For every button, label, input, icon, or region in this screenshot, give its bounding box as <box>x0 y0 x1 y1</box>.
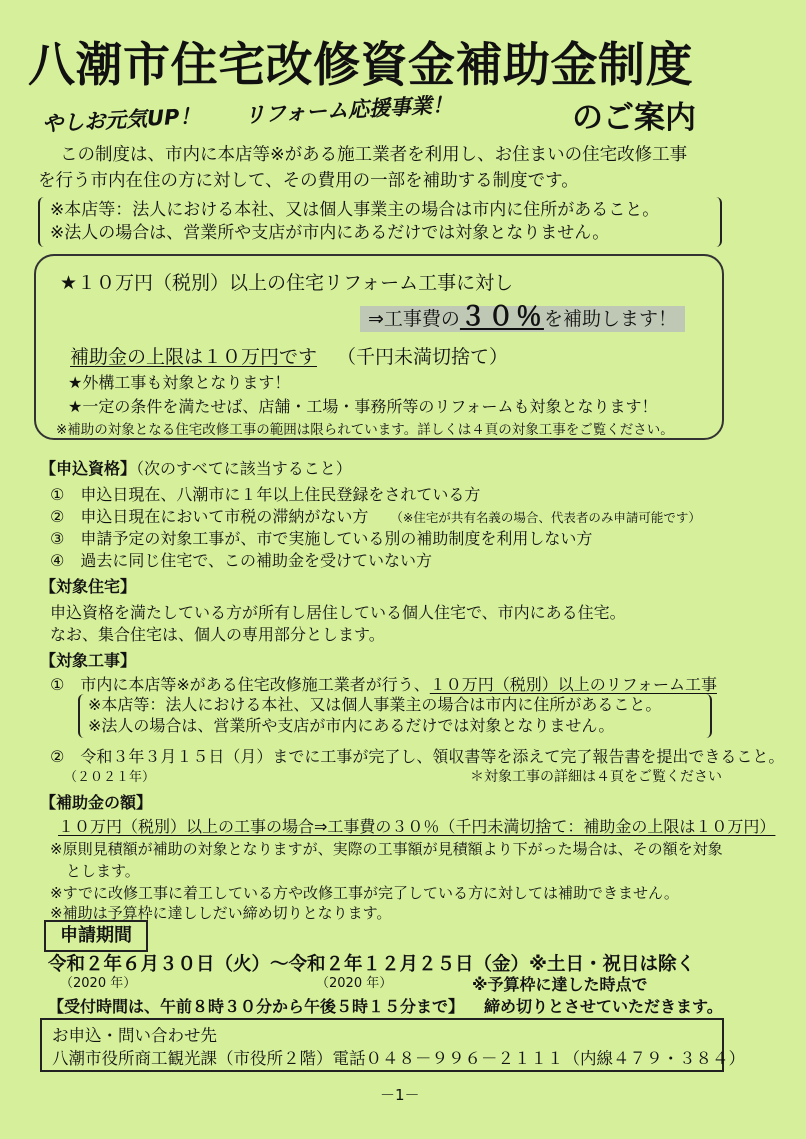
target-work-item-1: ① 市内に本店等※がある住宅改修施工業者が行う、１０万円（税別）以上のリフォーム工事 <box>50 675 717 694</box>
intro-note-box <box>38 197 722 247</box>
application-period-label: 申請期間 <box>44 920 148 952</box>
page-number: －1－ <box>380 1086 420 1104</box>
target-work-note-1: ※本店等：法人における本社、又は個人事業主の場合は市内に住所があること。 <box>88 695 662 714</box>
highlight-bullet-2: ★一定の条件を満たせば、店舗・工場・事務所等のリフォームも対象となります！ <box>68 397 658 416</box>
budget-note-1: ※予算枠に達した時点で <box>472 975 648 994</box>
intro-line-2: を行う市内在住の方に対して、その費用の一部を補助する制度です。 <box>38 171 579 191</box>
amount-note-1b: とします。 <box>66 862 140 880</box>
amount-line-1: １０万円（税別）以上の工事の場合⇒工事費の３０％（千円未満切捨て：補助金の上限は１０万円） <box>58 817 776 836</box>
highlight-rate-text: ⇒工事費の３０％を補助します！ <box>360 306 685 332</box>
amount-heading: 【補助金の額】 <box>40 793 153 812</box>
eligibility-heading: 【申込資格】（次のすべてに該当すること） <box>40 459 352 478</box>
contact-line: 八潮市役所商工観光課（市役所２階）電話０４８－９９６－２１１１（内線４７９・３８４） <box>52 1049 745 1068</box>
target-work-note-box <box>78 694 712 738</box>
highlight-line-1: ★１０万円（税別）以上の住宅リフォーム工事に対し <box>60 272 514 294</box>
target-house-heading: 【対象住宅】 <box>40 577 137 596</box>
reception-hours: 【受付時間は、午前８時３０分から午後５時１５分まで】 <box>48 997 465 1016</box>
eligibility-item-2: ② 申込日現在において市税の滞納がない方 （※住宅が共有名義の場合、代表者のみ申請可能です） <box>50 507 701 526</box>
highlight-bullet-1: ★外構工事も対象となります！ <box>68 373 291 392</box>
target-work-note-2: ※法人の場合は、営業所や支店が市内にあるだけでは対象となりません。 <box>88 716 615 735</box>
highlight-footnote: ※補助の対象となる住宅改修工事の範囲は限られています。詳しくは４頁の対象工事をご覧ください。 <box>56 422 674 438</box>
contact-heading: お申込・問い合わせ先 <box>52 1026 217 1045</box>
rate-30-percent: ３０％ <box>459 302 544 332</box>
target-house-line-1: 申込資格を満たしている方が所有し居住している個人住宅で、市内にある住宅。 <box>50 603 626 622</box>
slogan-left: やしお元気UP！ <box>41 103 202 137</box>
target-house-line-2: なお、集合住宅は、個人の専用部分とします。 <box>50 625 385 644</box>
page-title: 八潮市住宅改修資金補助金制度 <box>28 38 693 93</box>
amount-note-1a: ※原則見積額が補助の対象となりますが、実際の工事額が見積額より下がった場合は、その額を対象 <box>50 840 723 858</box>
target-work-item-2: ② 令和３年３月１５日（月）までに工事が完了し、領収書等を添えて完了報告書を提出できること。 <box>50 747 785 766</box>
target-work-heading: 【対象工事】 <box>40 651 137 670</box>
contact-box <box>40 1018 745 1072</box>
period-year-start: （2020 年） <box>60 976 137 991</box>
intro-note-1: ※本店等：法人における本社、又は個人事業主の場合は市内に住所があること。 <box>50 200 660 220</box>
eligibility-item-3: ③ 申請予定の対象工事が、市で実施している別の補助制度を利用しない方 <box>50 529 593 548</box>
application-period-dates: 令和２年６月３０日（火）～令和２年１２月２５日（金）※土日・祝日は除く <box>48 954 695 975</box>
intro-note-2: ※法人の場合は、営業所や支店が市内にあるだけでは対象となりません。 <box>50 223 610 243</box>
period-year-end: （2020 年） <box>316 976 393 991</box>
page-subtitle: のご案内 <box>572 100 696 136</box>
target-work-item-2-year: （２０２１年） <box>64 770 156 785</box>
eligibility-item-4: ④ 過去に同じ住宅で、この補助金を受けていない方 <box>50 551 433 570</box>
target-work-detail-ref: ＊対象工事の詳細は４頁をご覧ください <box>470 769 722 785</box>
eligibility-item-1: ① 申込日現在、八潮市に１年以上住民登録をされている方 <box>50 485 481 504</box>
amount-note-2: ※すでに改修工事に着工している方や改修工事が完了している方に対しては補助できません。 <box>50 884 679 902</box>
amount-note-3: ※補助は予算枠に達ししだい締め切りとなります。 <box>50 904 392 922</box>
slogan-right: リフォーム応援事業！ <box>243 92 454 128</box>
intro-line-1: この制度は、市内に本店等※がある施工業者を利用し、お住まいの住宅改修工事 <box>60 145 688 165</box>
subsidy-limit: 補助金の上限は１０万円です （千円未満切捨て） <box>70 346 509 368</box>
highlight-line-2 <box>360 296 685 333</box>
budget-note-2: 締め切りとさせていただきます。 <box>484 997 723 1016</box>
